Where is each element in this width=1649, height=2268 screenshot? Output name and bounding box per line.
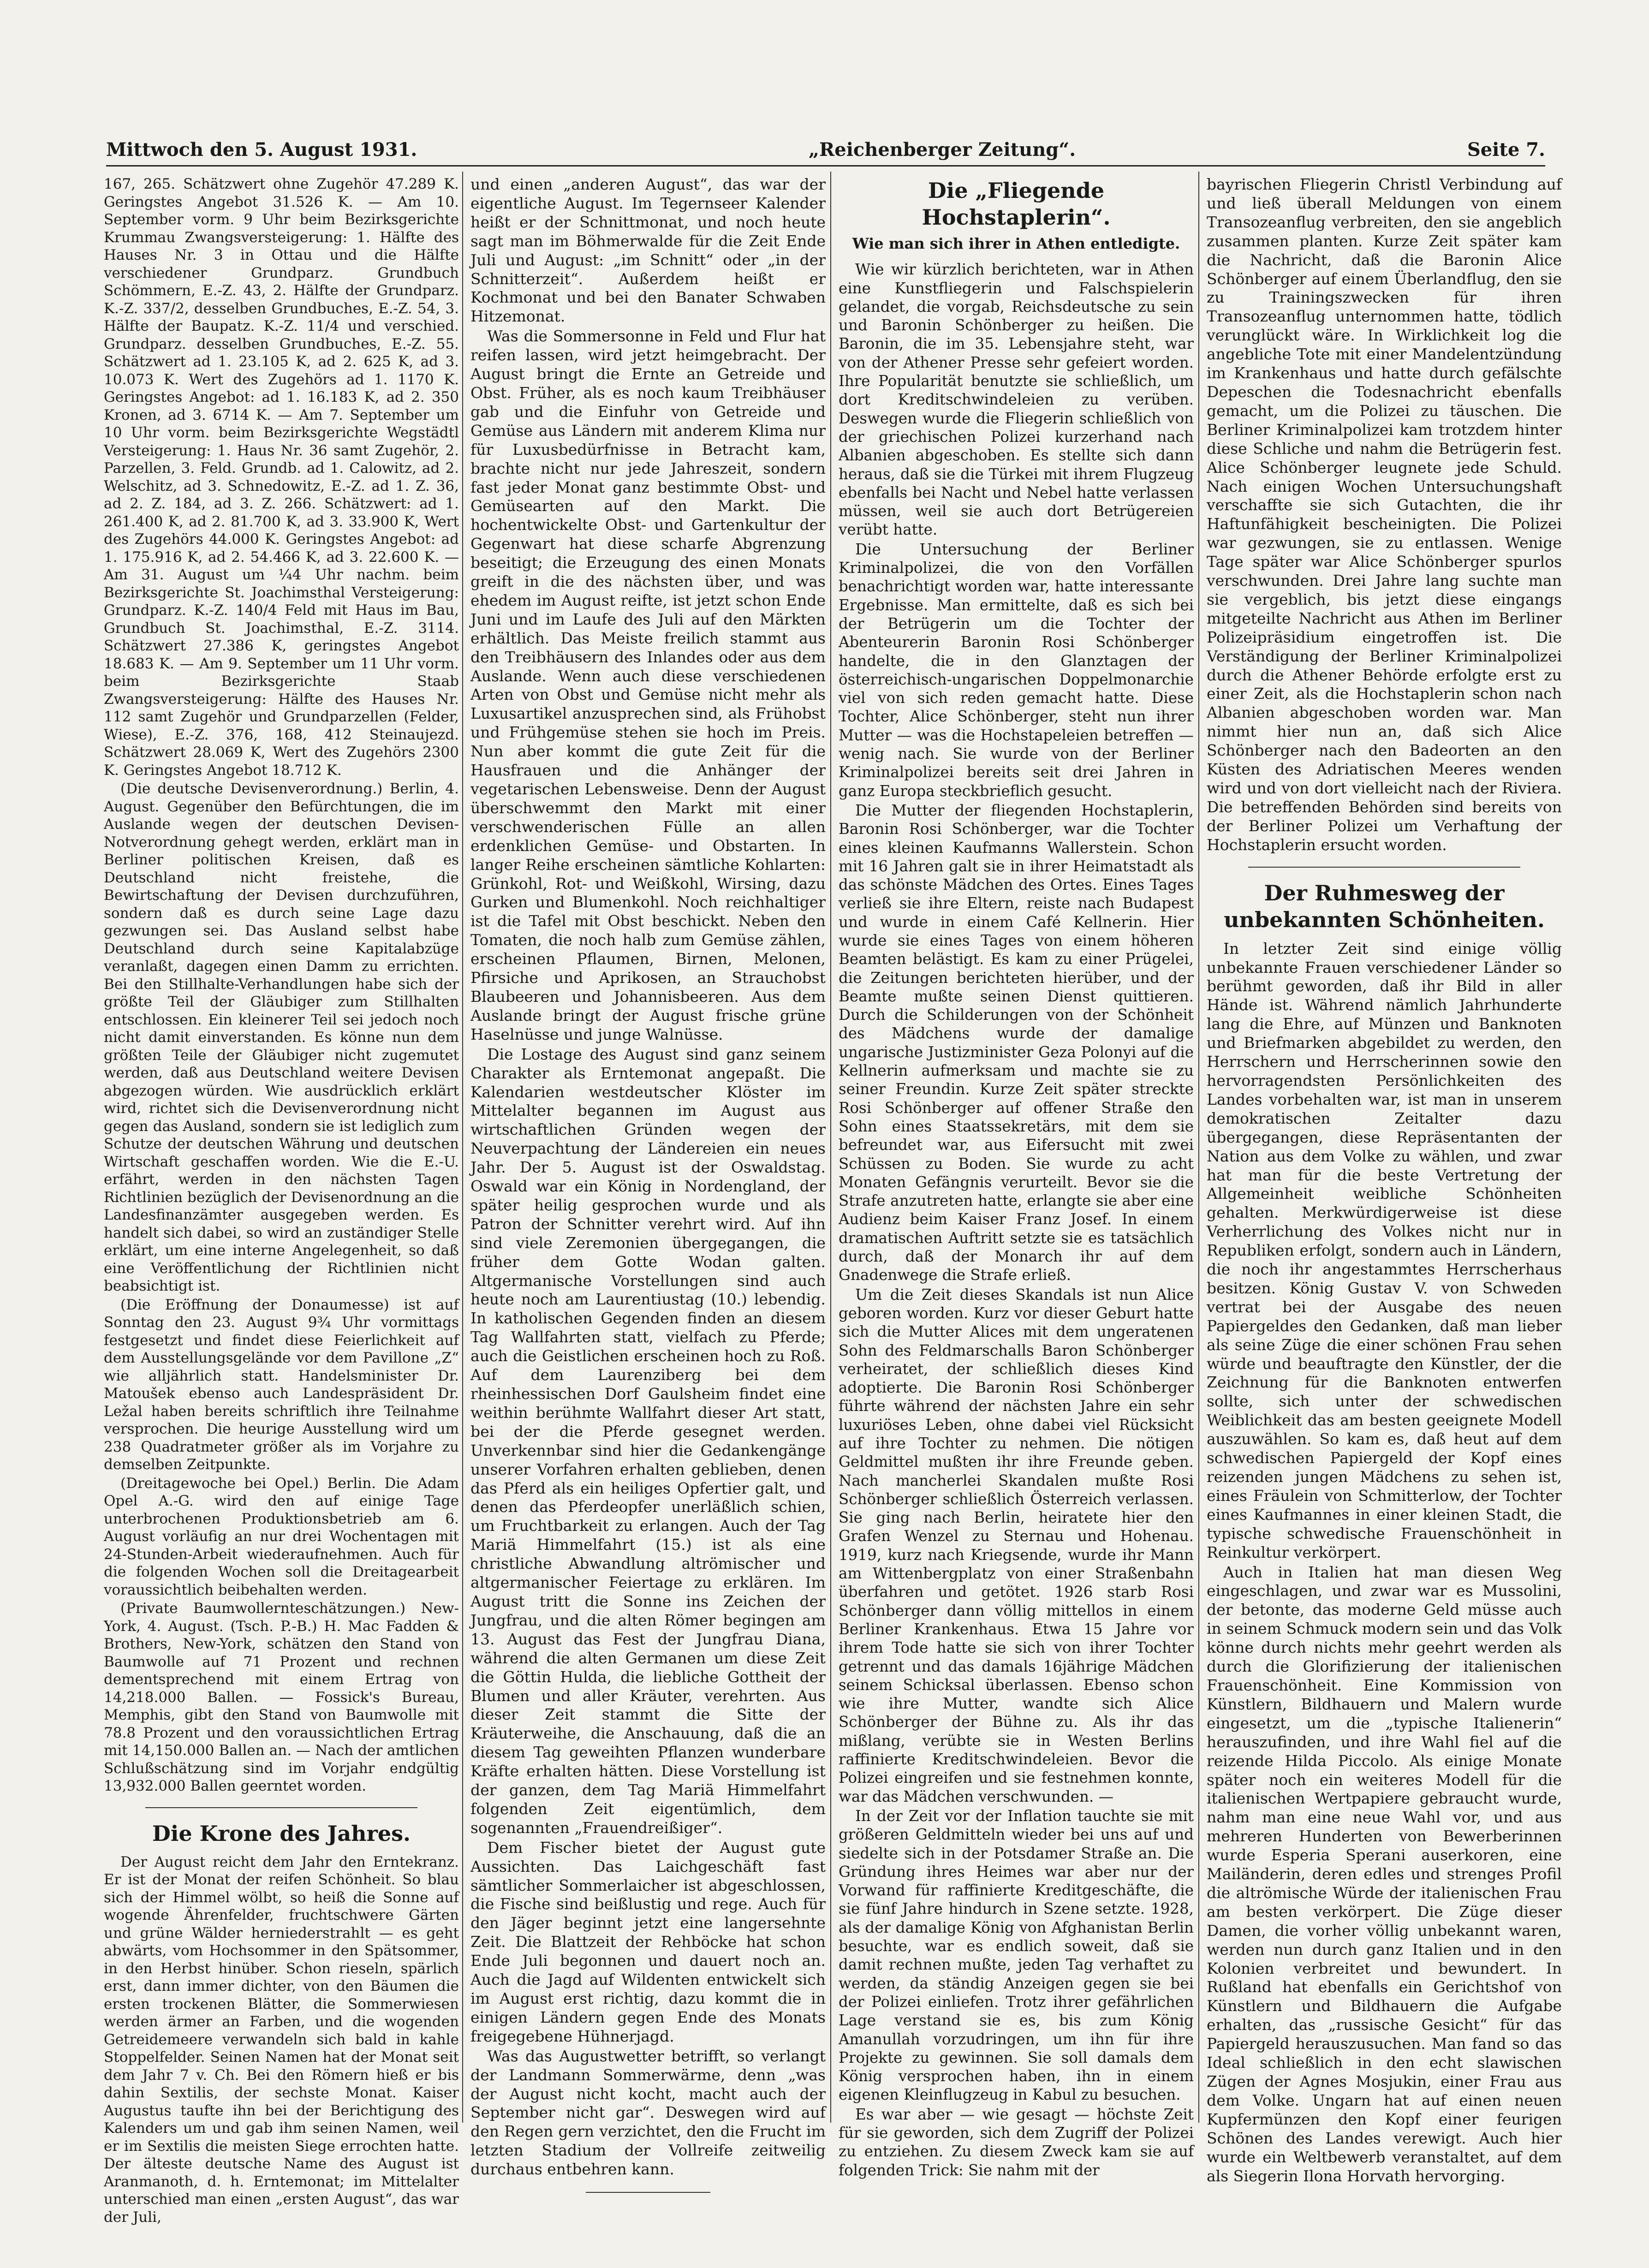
column-rule xyxy=(830,172,831,2123)
column-2 xyxy=(470,175,826,2193)
column-1 xyxy=(104,175,459,2227)
separator xyxy=(1248,867,1520,868)
article-paragraph: Es war aber — wie gesagt — höchste Zeit für sie geworden, sich dem Zugriff der Polizei zu entziehen. Zu diesem Zweck kam sie auf folgenden Trick: Sie nahm mit der xyxy=(839,2105,1194,2179)
article-paragraph: In der Zeit vor der Inflation tauchte sie mit größeren Geldmitteln wieder bei uns auf und siedelte sich in der Potsdamer Straße an. Die Gründung ihres Heimes war aber nur der Vorwand für raffinierte Kreditgeschäfte, die sie fünf Jahre hindurch in Szene setzte. 1928, als der damalige König von Afghanistan Berlin besuchte, war es endlich soweit, daß sie damit rechnen mußte, jeden Tag verhaftet zu werden, da ständig Anzeigen gegen sie bei der Polizei einliefen. Trotz ihrer gefährlichen Lage verstand sie es, bis zum König Amanullah vorzudringen, um ihn für ihre Projekte zu gewinnen. Sie soll damals dem König versprochen haben, ihn in einem eigenen Kleinflugzeug in Kabul zu besuchen. xyxy=(839,1807,1194,2104)
article-paragraph: bayrischen Fliegerin Christl Verbindung auf und ließ überall Meldungen von einem Transozeanflug verbreiten, den sie angeblich zusammen planten. Kurze Zeit später kam die Nachricht, daß die Baronin Alice Schönberger auf einem Überlandflug, den sie zu Trainingszwecken für ihren Transozeanflug unternommen hatte, tödlich verunglückt wäre. In Wirklichkeit log die angebliche Tote mit einer Mandelentzündung im Krankenhaus und hatte durch gefälschte Depeschen die Todesnachricht ebenfalls gemacht, um die Polizei zu täuschen. Die Berliner Kriminalpolizei kam trotzdem hinter diese Schliche und nahm die Betrügerin fest. Alice Schönberger leugnete jede Schuld. Nach einigen Wochen Untersuchungshaft verschaffte sie sich Gutachten, die ihr Haftunfähigkeit bescheinigten. Die Polizei war gezwungen, sie zu entlassen. Wenige Tage später war Alice Schönberger spurlos verschwunden. Drei Jahre lang suchte man sie vergeblich, bis jetzt diese eingangs mitgeteilte Nachricht aus Athen im Berliner Polizeipräsidium eingetroffen ist. Die Verständigung der Berliner Kriminalpolizei durch die Athener Behörde erfolgte erst zu einer Zeit, als die Hochstaplerin schon nach Albanien abgeschoben worden war. Man nimmt hier nun an, daß sich Alice Schönberger nach den Badeorten an den Küsten des Adriatischen Meeres wenden wird und von dort vielleicht nach der Riviera. Die betreffenden Behörden sind bereits von der Berliner Polizei um Verhaftung der Hochstaplerin ersucht worden. xyxy=(1207,175,1562,854)
article-paragraph: Dem Fischer bietet der August gute Aussichten. Das Laichgeschäft fast sämtlicher Sommerlaicher ist abgeschlossen, die Fische sind beißlustig und rege. Auch für den Jäger beginnt jetzt eine langersehnte Zeit. Die Blattzeit der Rehböcke hat schon Ende Juli begonnen und dauert noch an. Auch die Jagd auf Wildenten entwickelt sich im August erst richtig, dazu kommt die in einigen Ländern gegen Ende des Monats freigegebene Hühnerjagd. xyxy=(470,1838,826,2045)
article-end-rule xyxy=(586,2192,710,2193)
article-paragraph: Die Lostage des August sind ganz seinem Charakter als Erntemonat angepaßt. Die Kalendarien westdeutscher Klöster im Mittelalter begannen im August aus wirtschaftlichen Gründen wegen der Neuverpachtung der Ländereien ein neues Jahr. Der 5. August ist der Oswaldstag. Oswald war ein König in Nordengland, der später heilig gesprochen wurde und als Patron der Schnitter verehrt wird. Auf ihn sind viele Zeremonien übergegangen, die früher dem Gotte Wodan galten. Altgermanische Vorstellungen sind auch heute noch am Laurentiustag (10.) lebendig. In katholischen Gegenden finden an diesem Tag Wallfahrten statt, vielfach zu Pferde; auch die Geistlichen erscheinen hoch zu Roß. Auf dem Laurenziberg bei dem rheinhessischen Dorf Gaulsheim findet eine weithin berühmte Wallfahrt dieser Art statt, bei der die Pferde gesegnet werden. Unverkennbar sind hier die Gedankengänge unserer Vorfahren erhalten geblieben, denen das Pferd als ein heiliges Opfertier galt, und denen das Pferdeopfer unerläßlich schien, um Fruchtbarkeit zu erlangen. Auch der Tag Mariä Himmelfahrt (15.) ist als eine christliche Abwandlung altrömischer und altgermanischer Feiertage zu erklären. Im August tritt die Sonne ins Zeichen der Jungfrau, und die alten Römer begingen am 13. August das Fest der Jungfrau Diana, während die alten Germanen um diese Zeit die Göttin Hulda, die liebliche Gottheit der Blumen und aller Kräuter, verehrten. Aus dieser Zeit stammt die Sitte der Kräuterweihe, die Anschauung, daß die an diesem Tag geweihten Pflanzen wunderbare Kräfte erhalten hätten. Diese Vorstellung ist der ganzen, dem Tag Mariä Himmelfahrt folgenden Zeit eigentümlich, dem sogenannten „Frauendreißiger“. xyxy=(470,1045,826,1837)
article-subtitle: Wie man sich ihrer in Athen entledigte. xyxy=(852,235,1180,252)
article-title: Der Ruhmesweg der unbekannten Schönheiten. xyxy=(1224,880,1545,932)
article-paragraph: Wie wir kürzlich berichteten, war in Athen eine Kunstfliegerin und Falschspielerin gelandet, die vorgab, Reichsdeutsche zu sein und Baronin Schönberger zu heißen. Die Baronin, die im 35. Lebensjahre steht, war von der Athener Presse sehr gefeiert worden. Ihre Popularität benutzte sie schließlich, um dort Kreditschwindeleien zu verüben. Deswegen wurde die Fliegerin schließlich von der griechischen Polizei kurzerhand nach Albanien abgeschoben. Es stellte sich dann heraus, daß sie die Türkei mit ihrem Flugzeug ebenfalls bei Nacht und Nebel hatte verlassen müssen, weil sie auch dort Betrügereien verübt hatte. xyxy=(839,261,1194,539)
article-paragraph: Was das Augustwetter betrifft, so verlangt der Landmann Sommerwärme, denn „was der August nicht kocht, macht auch der September nicht gar“. Deswegen wird auf den Regen gern verzichtet, den die Frucht im letzten Stadium der Vollreife zeitweilig durchaus entbehren kann. xyxy=(470,2047,826,2179)
article-paragraph: In letzter Zeit sind einige völlig unbekannte Frauen verschiedener Länder so berühmt geworden, daß ihr Bild in aller Hände ist. Während nämlich Jahrhunderte lang die Ehre, auf Münzen und Banknoten und Briefmarken abgebildet zu werden, den Herrschern und Herrscherinnen sowie den hervorragendsten Persönlichkeiten des Landes vorbehalten war, ist man in unserem demokratischen Zeitalter dazu übergegangen, diese Repräsentanten der Nation aus dem Volke zu wählen, und zwar hat man für die beste Vertretung der Allgemeinheit weibliche Schönheiten gehalten. Merkwürdigerweise ist diese Verherrlichung des Volkes nicht nur in Republiken erfolgt, sondern auch in Ländern, die noch ihr angestammtes Herrscherhaus besitzen. König Gustav V. von Schweden vertrat bei der Ausgabe des neuen Papiergeldes den Gedanken, daß man lieber als seine Züge die einer schönen Frau sehen würde und beauftragte den Künstler, der die Zeichnung für die Banknoten entwerfen sollte, sich unter der schwedischen Weiblichkeit das am besten geeignete Modell auszuwählen. So kam es, daß heut auf dem schwedischen Papiergeld der Kopf eines reizenden jungen Mädchens zu sehen ist, eines Fräulein von Schmitterlow, der Tochter eines Kaufmannes in einer kleinen Stadt, die typische schwedische Frauenschönheit in Reinkultur verkörpert. xyxy=(1207,939,1562,1561)
page-header xyxy=(106,124,1545,167)
header-newspaper: „Reichenberger Zeitung“. xyxy=(809,139,1076,161)
column-3 xyxy=(839,175,1194,2180)
header-page-number: Seite 7. xyxy=(1467,139,1545,161)
news-item: (Private Baumwollernteschätzungen.) New-York, 4. August. (Tsch. P.-B.) H. Mac Fadden & Brothers, New-York, schätzen den Stand von Baumwolle auf 71 Prozent und rechnen dementsprechend mit einem Ertrag von 14,218.000 Ballen. — Fossick's Bureau, Memphis, gibt den Stand von Baumwolle mit 78.8 Prozent und den voraussichtlichen Ertrag mit 14,150.000 Ballen an. — Nach der amtlichen Schlußschätzung sind im Vorjahr endgültig 13,932.000 Ballen geerntet worden. xyxy=(104,1600,459,1794)
column-rule xyxy=(462,172,463,2123)
auction-notices: 167, 265. Schätzwert ohne Zugehör 47.289 K. Geringstes Angebot 31.526 K. — Am 10. September vorm. 9 Uhr beim Bezirksgerichte Krummau Zwangsversteigerung: 1. Hälfte des Hauses Nr. 3 in Ottau und die Hälfte verschiedener Grundparz. Grundbuch Schömmern, E.-Z. 43, 2. Hälfte der Grundparz. K.-Z. 337/2, desselben Grundbuches, E.-Z. 54, 3. Hälfte der Baupatz. K.-Z. 11/4 und verschied. Grundparz. desselben Grundbuches, E.-Z. 55. Schätzwert ad 1. 23.105 K, ad 2. 625 K, ad 3. 10.073 K. Wert des Zugehörs ad 1. 1170 K. Geringstes Angebot: ad 1. 16.183 K, ad 2. 350 Kronen, ad 3. 6714 K. — Am 7. September um 10 Uhr vorm. beim Bezirksgerichte Wegstädtl Versteigerung: 1. Haus Nr. 36 samt Zugehör, 2. Parzellen, 3. Feld. Grundb. ad 1. Calowitz, ad 2. Welschitz, ad 3. Schnedowitz, E.-Z. ad 1. Z. 36, ad 2. Z. 184, ad 3. Z. 266. Schätzwert: ad 1. 261.400 K, ad 2. 81.700 K, ad 3. 33.900 K, Wert des Zugehörs 44.000 K. Geringstes Angebot: ad 1. 175.916 K, ad 2. 54.466 K, ad 3. 22.600 K. — Am 31. August um ¼4 Uhr nachm. beim Bezirksgerichte St. Joachimsthal Versteigerung: Grundparz. K.-Z. 140/4 Feld mit Haus im Bau, Grundbuch St. Joachimsthal, E.-Z. 3114. Schätzwert 27.386 K, geringstes Angebot 18.683 K. — Am 9. September um 11 Uhr vorm. beim Bezirksgerichte Staab Zwangsversteigerung: Hälfte des Hauses Nr. 112 samt Zugehör und Grundparzellen (Felder, Wiese), E.-Z. 376, 168, 412 Steinaujezd. Schätzwert 28.069 K, Wert des Zugehörs 2300 K. Geringstes Angebot 18.712 K. xyxy=(104,176,459,779)
article-title: Die Krone des Jahres. xyxy=(152,1821,411,1846)
news-item: (Dreitagewoche bei Opel.) Berlin. Die Adam Opel A.-G. wird den auf einige Tage unterbrochenen Produktionsbetrieb am 6. August vorläufig an nur drei Wochentagen mit 24-Stunden-Arbeit wiederaufnehmen. Auch für die folgenden Wochen soll die Dreitagearbeit voraussichtlich beibehalten werden. xyxy=(104,1475,459,1598)
news-item: (Die Eröffnung der Donaumesse) ist auf Sonntag den 23. August 9¾ Uhr vormittags festgesetzt und findet diese Feierlichkeit auf dem Ausstellungsgelände vor dem Pavillone „Z“ wie alljährlich statt. Handelsminister Dr. Matoušek ebenso auch Landespräsident Dr. Ležal haben bereits schriftlich ihre Teilnahme versprochen. Die heurige Ausstellung wird um 238 Quadratmeter größer als im Vorjahre zu demselben Zeitpunkte. xyxy=(104,1296,459,1473)
article-paragraph: Die Untersuchung der Berliner Kriminalpolizei, die von den Vorfällen benachrichtigt worden war, hatte interessante Ergebnisse. Man ermittelte, daß es sich bei der Betrügerin um die Tochter der Abenteurerin Baronin Rosi Schönberger handelte, die in den Glanztagen der österreichisch-ungarischen Doppelmonarchie viel von sich reden gemacht hatte. Diese Tochter, Alice Schönberger, steht nun ihrer Mutter — was die Hochstapeleien betreffen — wenig nach. Sie wurde von der Berliner Kriminalpolizei bereits seit drei Jahren in ganz Europa steckbrieflich gesucht. xyxy=(839,540,1194,800)
article-paragraph: und einen „anderen August“, das war der eigentliche August. Im Tegernseer Kalender heißt er der Schnittmonat, und noch heute sagt man im Böhmerwalde für die Zeit Ende Juli und August: „im Schnitt“ oder „in der Schnitterzeit“. Außerdem heißt er Kochmonat und bei den Banater Schwaben Hitzemonat. xyxy=(470,175,826,326)
article-paragraph: Was die Sommersonne in Feld und Flur hat reifen lassen, wird jetzt heimgebracht. Der August bringt die Ernte an Getreide und Obst. Früher, als es noch kaum Treibhäuser gab und die Einfuhr von Getreide und Gemüse aus Ländern mit anderem Klima nur für Luxusbedürfnisse in Betracht kam, brachte nicht nur jede Jahreszeit, sondern fast jeder Monat ganz bestimmte Obst- und Gemüsearten auf den Markt. Die hochentwickelte Obst- und Gartenkultur der Gegenwart hat diese scharfe Abgrenzung beseitigt; die Erzeugung des einen Monats greift in die des nächsten über, und was ehedem im August reifte, ist jetzt schon Ende Juni und im Laufe des Juli auf den Märkten erhältlich. Das Meiste freilich stammt aus den Treibhäusern des Inlandes oder aus dem Auslande. Wenn auch diese verschiedenen Arten von Obst und Gemüse nicht mehr als Luxusartikel anzusprechen sind, als Frühobst und Frühgemüse stehen sie hoch im Preis. Nun aber kommt die gute Zeit für die Hausfrauen und die Anhänger der vegetarischen Lebensweise. Denn der August überschwemmt den Markt mit einer verschwenderischen Fülle an allen erdenklichen Gemüse- und Obstarten. In langer Reihe erscheinen sämtliche Kohlarten: Grünkohl, Rot- und Weißkohl, Wirsing, dazu Gurken und Blumenkohl. Noch reichhaltiger ist die Tafel mit Obst beschickt. Neben den Tomaten, die noch halb zum Gemüse zählen, erscheinen Pflaumen, Birnen, Melonen, Pfirsiche und Aprikosen, an Strauchobst Blaubeeren und Johannisbeeren. Aus dem Auslande bringt der August frische grüne Haselnüsse und junge Walnüsse. xyxy=(470,327,826,1043)
article-paragraph: Die Mutter der fliegenden Hochstaplerin, Baronin Rosi Schönberger, war die Tochter eines kleinen Kaufmanns Wallerstein. Schon mit 16 Jahren galt sie in ihrer Heimatstadt als das schönste Mädchen des Ortes. Eines Tages verließ sie ihre Eltern, reiste nach Budapest und wurde in einem Café Kellnerin. Hier wurde sie eines Tages von einem höheren Beamten belästigt. Es kam zu einer Prügelei, die Zeitungen berichteten hierüber, und der Beamte mußte seinen Dienst quittieren. Durch die Schilderungen von der Schönheit des Mädchens wurde der damalige ungarische Justizminister Geza Polonyi auf die Kellnerin aufmerksam und machte sie zu seiner Freundin. Kurze Zeit später streckte Rosi Schönberger auf offener Straße den Sohn eines Staatssekretärs, mit dem sie befreundet war, aus Eifersucht mit zwei Schüssen zu Boden. Sie wurde zu acht Monaten Gefängnis verurteilt. Bevor sie die Strafe anzutreten hatte, erlangte sie aber eine Audienz beim Kaiser Franz Josef. In einem dramatischen Auftritt setzte sie es tatsächlich durch, daß der Monarch ihr auf dem Gnadenwege die Strafe erließ. xyxy=(839,801,1194,1284)
article-paragraph: Der August reicht dem Jahr den Erntekranz. Er ist der Monat der reifen Schönheit. So blau sich der Himmel wölbt, so heiß die Sonne auf wogende Ährenfelder, fruchtschwere Gärten und grüne Wälder herniederstrahlt — es geht abwärts, vom Hochsommer in den Spätsommer, in den Herbst hinüber. Schon rieseln, spärlich erst, dann immer dichter, von den Bäumen die ersten trockenen Blätter, die Sommerwiesen werden ärmer an Farben, und die wogenden Getreidemeere verwandeln sich bald in kahle Stoppelfelder. Seinen Namen hat der Monat seit dem Jahr 7 v. Ch. Bei den Römern hieß er bis dahin Sextilis, der sechste Monat. Kaiser Augustus taufte ihn bei der Berichtigung des Kalenders um und gab ihm seinen Namen, weil er im Sextilis die meisten Siege errochten hatte. Der älteste deutsche Name des August ist Aranmanoth, d. h. Erntemonat; im Mittelalter unterschied man einen „ersten August“, das war der Juli, xyxy=(104,1853,459,2226)
header-date: Mittwoch den 5. August 1931. xyxy=(106,139,417,161)
column-rule xyxy=(1198,172,1199,2123)
article-title: Die „Fliegende Hochstaplerin“. xyxy=(922,178,1111,230)
column-4 xyxy=(1207,175,1562,2186)
article-paragraph: Auch in Italien hat man diesen Weg eingeschlagen, und zwar war es Mussolini, der betonte, das moderne Geld müsse auch in seinem Schmuck modern sein und das Volk könne durch nichts mehr geehrt werden als durch die Glorifizierung der italienischen Frauenschönheit. Eine Kommission von Künstlern, Bildhauern und Malern wurde eingesetzt, um die „typische Italienerin“ herauszufinden, und ihre Wahl fiel auf die reizende Hilda Piccolo. Als einige Monate später noch ein weiteres Modell für die italienischen Wertpapiere gebraucht wurde, nahm man eine neue Wahl vor, und aus mehreren Hunderten von Bewerberinnen wurde Esperia Sperani auserkoren, eine Mailänderin, deren edles und strenges Profil die altrömische Würde der italienischen Frau am besten verkörpert. Die Züge dieser Damen, die vorher völlig unbekannt waren, werden nun durch ganz Italien und in den Kolonien verbreitet und bewundert. In Rußland hat ebenfalls ein Gerichtshof von Künstlern und Bildhauern die Aufgabe erhalten, das „russische Gesicht“ für das Papiergeld herauszusuchen. Man fand so das Ideal schließlich in den echt slawischen Zügen der Agnes Mosjukin, einer Frau aus dem Volke. Ungarn hat auf einen neuen Kupfermünzen den Kopf einer feurigen Schönen des Landes verewigt. Auch hier wurde ein Weltbewerb veranstaltet, auf dem als Siegerin Ilona Horvath hervorging. xyxy=(1207,1563,1562,2185)
article-paragraph: Um die Zeit dieses Skandals ist nun Alice geboren worden. Kurz vor dieser Geburt hatte sich die Mutter Alices mit dem ungeratenen Sohn des Feldmarschalls Baron Schönberger verheiratet, der schließlich dieses Kind adoptierte. Die Baronin Rosi Schönberger führte während der nächsten Jahre ein sehr luxuriöses Leben, ohne dabei viel Rücksicht auf ihre Tochter zu nehmen. Die nötigen Geldmittel mußten ihr ihre Freunde geben. Nach mancherlei Skandalen mußte Rosi Schönberger schließlich Österreich verlassen. Sie ging nach Berlin, heiratete hier den Grafen Wenzel zu Sternau und Hohenau. 1919, kurz nach Kriegsende, wurde ihr Mann am Wittenbergplatz von einer Straßenbahn überfahren und getötet. 1926 starb Rosi Schönberger dann völlig mittellos in einem Berliner Krankenhaus. Etwa 15 Jahre vor ihrem Tode hatte sie sich von ihrer Tochter getrennt und das damals 16jährige Mädchen seinem Schicksal überlassen. Ebenso schon wie ihre Mutter, wandte sich Alice Schönberger der Bühne zu. Als ihr das mißlang, verübte sie in Westen Berlins raffinierte Kreditschwindeleien. Bevor die Polizei eingreifen und sie festnehmen konnte, war das Mädchen verschwunden. — xyxy=(839,1286,1194,1805)
news-item: (Die deutsche Devisenverordnung.) Berlin, 4. August. Gegenüber den Befürchtungen, die im Auslande wegen der deutschen Devisen-Notverordnung gehegt werden, erklärt man in Berliner politischen Kreisen, daß es Deutschland nicht freistehe, die Bewirtschaftung der Devisen durchzuführen, sondern daß es durch seine Lage dazu gezwungen sei. Das Ausland selbst habe Deutschland durch seine Kapitalabzüge veranlaßt, dagegen einen Damm zu errichten. Bei den Stillhalte-Verhandlungen habe sich der größte Teil der Gläubiger zum Stillhalten entschlossen. Ein kleinerer Teil sei jedoch noch nicht damit einverstanden. Es könne nun dem größten Teile der Gläubiger nicht zugemutet werden, daß aus Deutschland weitere Devisen abgezogen würden. Wie ausdrücklich erklärt wird, richtet sich die Devisenverordnung nicht gegen das Ausland, sondern sie ist lediglich zum Schutze der deutschen Währung und deutschen Wirtschaft geschaffen worden. Wie die E.-U. erfährt, werden in den nächsten Tagen Richtlinien bezüglich der Devisenordnung an die Landesfinanzämter ausgegeben werden. Es handelt sich dabei, so wird an zuständiger Stelle erklärt, um eine interne Angelegenheit, so daß eine Veröffentlichung der Richtlinien nicht beabsichtigt ist. xyxy=(104,780,459,1294)
separator xyxy=(145,1807,417,1808)
